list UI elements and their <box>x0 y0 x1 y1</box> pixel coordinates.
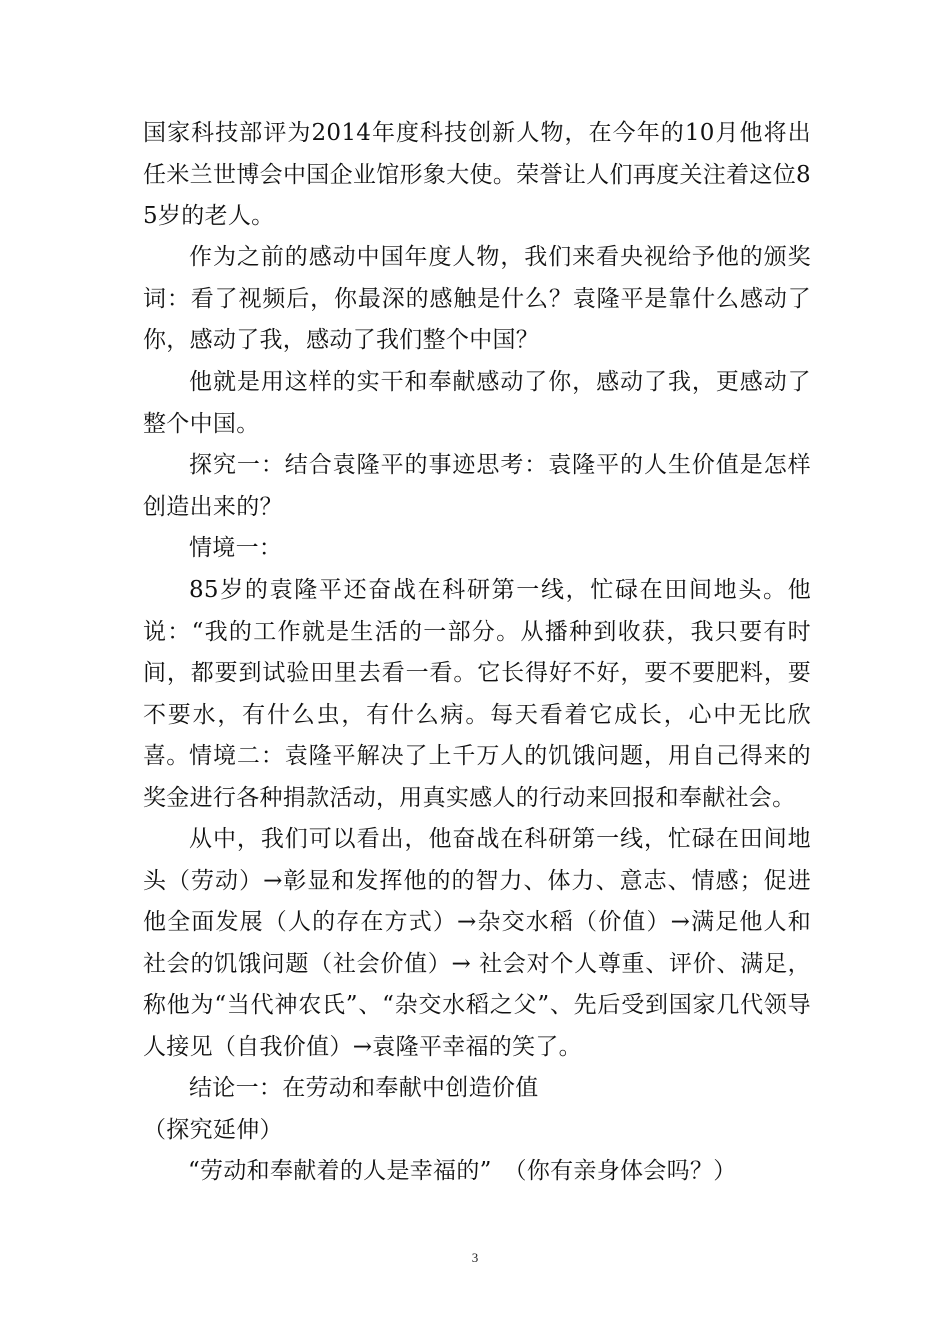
paragraph-award-speech: 作为之前的感动中国年度人物，我们来看央视给予他的颁奖词：看了视频后，你最深的感触是什么？袁隆平是靠什么感动了你，感动了我，感动了我们整个中国？ <box>143 244 811 353</box>
extension-quote: “劳动和奉献着的人是幸福的” （你有亲身体会吗？） <box>188 1158 737 1184</box>
paragraph-analysis: 从中，我们可以看出，他奋战在科研第一线，忙碌在田间地头（劳动）→彰显和发挥他的的智力、体力、意志、情感；促进他全面发展（人的存在方式）→杂交水稻（价值）→满足他人和社会的饥饿问题（社会价值）→ 社会对个人尊重、评价、满足，称他为“当代神农氏”、“杂交水稻之父”、先后受到国家几代领导人接见（自我价值）→袁隆平幸福的笑了。 <box>143 826 811 1060</box>
paragraph-scenario-two: 情境二：袁隆平解决了上千万人的饥饿问题，用自己得来的奖金进行各种捐款活动，用真实感人的行动来回报和奉献社会。 <box>143 743 811 811</box>
paragraph-scenario-one: 85岁的袁隆平还奋战在科研第一线，忙碌在田间地头。他说：“我的工作就是生活的一部分。从播种到收获，我只要有时间，都要到试验田里去看一看。它长得好不好，要不要肥料，要不要水，有什么虫，有什么病。每天看着它成长，心中无比欣喜。 <box>143 577 811 769</box>
page-number: 3 <box>471 1250 479 1265</box>
paragraph-scenario-one-heading: 情境一： <box>189 535 283 561</box>
paragraph-honor: 国家科技部评为2014年度科技创新人物，在今年的10月他将出任米兰世博会中国企业馆形象大使。荣誉让人们再度关注着这位85岁的老人。 <box>143 120 811 229</box>
paragraph-inquiry-one: 探究一：结合袁隆平的事迹思考：袁隆平的人生价值是怎样创造出来的？ <box>143 452 811 520</box>
paragraph-dedication: 他就是用这样的实干和奉献感动了你，感动了我，更感动了整个中国。 <box>143 369 811 437</box>
paragraph-conclusion-one: 结论一：在劳动和奉献中创造价值 <box>189 1075 539 1101</box>
extension-heading: （探究延伸） <box>143 1117 283 1143</box>
